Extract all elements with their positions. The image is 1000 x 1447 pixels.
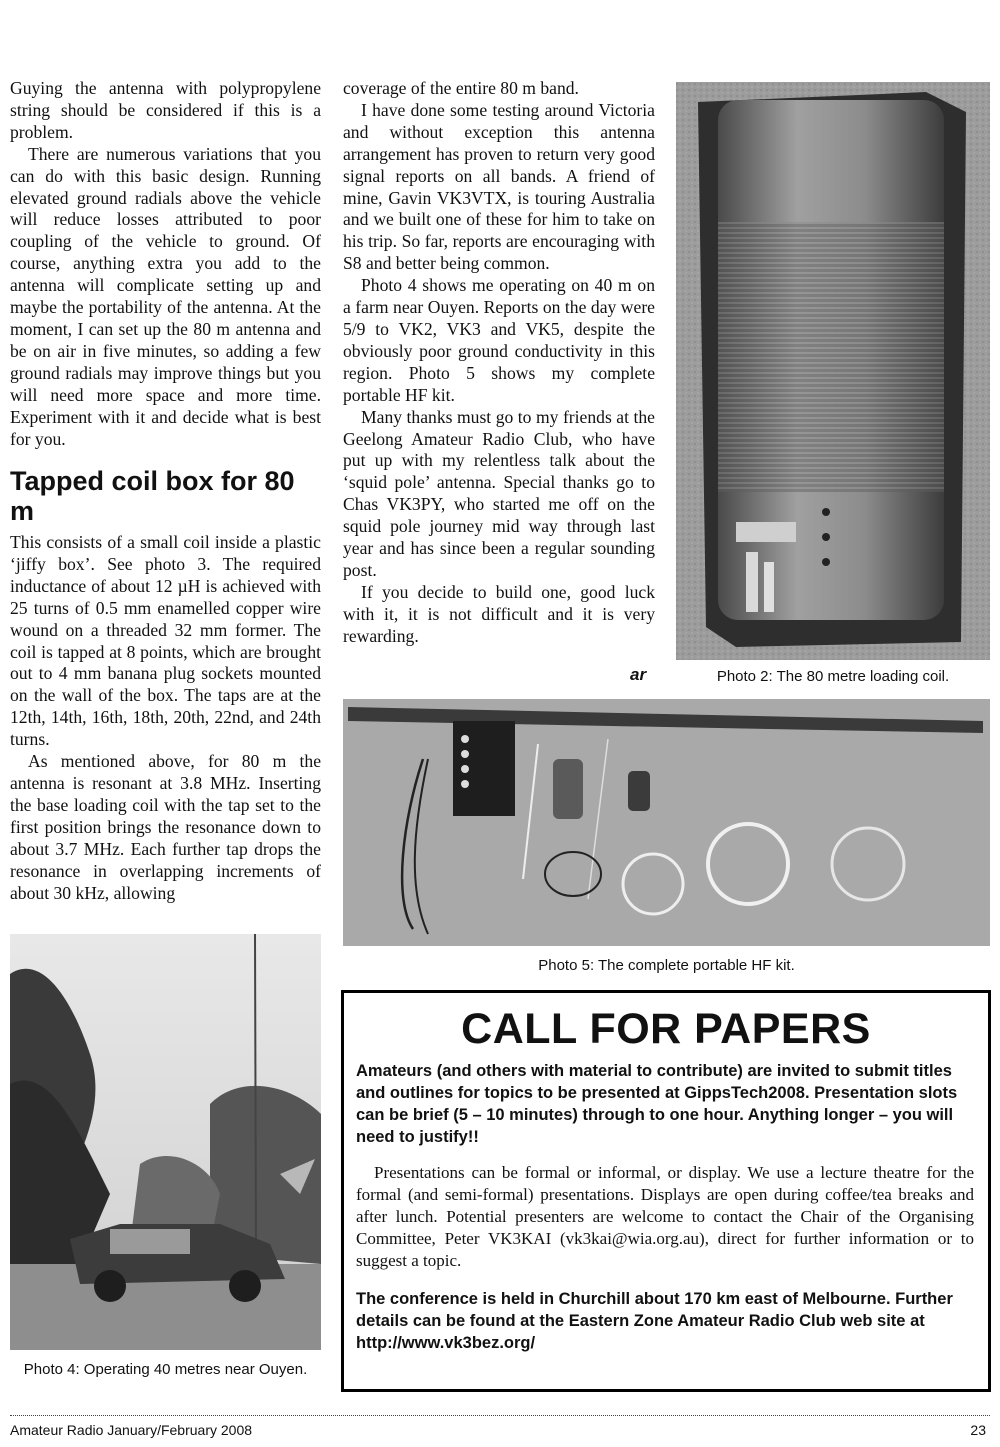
paragraph: Photo 4 shows me operating on 40 m on a farm near Ouyen. Reports on the day were 5/9 to VK2, VK3 and VK5, despite the obviously poor ground conductivity in this region. Photo 5 shows my complete portable HF kit. <box>343 275 655 405</box>
paragraph: Guying the antenna with polypropylene string should be considered if this is a problem. <box>10 78 321 142</box>
call-for-papers-box <box>341 990 991 1392</box>
end-mark: ar <box>630 665 647 684</box>
paragraph: Many thanks must go to my friends at the Geelong Amateur Radio Club, who have put up with my relentless talk about the ‘squid pole’ antenna. Special thanks go to Chas VK3PY, who started me off on the squid pole journey mid way through last year and has since been a regular sounding post. <box>343 406 655 580</box>
column-2 <box>343 78 655 648</box>
caption-photo-2: Photo 2: The 80 metre loading coil. <box>716 668 950 685</box>
paragraph: As mentioned above, for 80 m the antenna is resonant at 3.8 MHz. Inserting the base loading coil with the tap set to the first position brings the resonance down to about 3.7 MHz. Each further tap drops the resonance in overlapping increments of about 30 kHz, allowing <box>10 751 321 903</box>
column-1-top <box>10 78 321 450</box>
photo-hf-kit <box>343 699 990 946</box>
call-for-papers-title: CALL FOR PAPERS <box>461 1005 871 1053</box>
paragraph: There are numerous variations that you can do with this basic design. Running elevated ground radials above the vehicle will reduce losses attributed to poor coupling of the vehicle to ground. Of course, anything extra you add to the antenna will complicate setting up and maybe the portability of the antenna. At the moment, I can set up the 80 m antenna and be on air in five minutes, so adding a few ground radials may improve things but you will need more space and more time. Experiment with it and decide what is best for you. <box>10 143 321 449</box>
call-for-papers-closing: The conference is held in Churchill about 170 km east of Melbourne. Further details can be found at the Eastern Zone Amateur Radio Club web site at http://www.vk3bez.org/ <box>356 1290 953 1352</box>
column-1-bottom <box>10 532 321 904</box>
page-number: 23 <box>970 1422 986 1438</box>
paragraph: I have done some testing around Victoria and without exception this antenna arrangement has proven to return very good signal reports on all bands. A friend of mine, Gavin VK3VTX, is touring Australia and we built one of these for him to take on his trip. So far, reports are encouraging with S8 and better being common. <box>343 99 655 274</box>
paragraph: This consists of a small coil inside a plastic ‘jiffy box’. See photo 3. The required inductance of about 12 µH is achieved with 25 turns of 0.5 mm enamelled copper wire wound on a threaded 32 mm former. The coil is tapped at 8 points, which are brought out to 4 mm banana plug sockets mounted on the wall of the box. The taps are at the 12th, 14th, 16th, 18th, 20th, 22nd, and 24th turns. <box>10 532 321 750</box>
coil-image <box>676 82 990 660</box>
footer-publication: Amateur Radio January/February 2008 <box>10 1422 253 1438</box>
call-for-papers-body: Presentations can be formal or informal, or display. We use a lecture theatre for the formal (and semi-formal) presentations. Displays are open during coffee/tea breaks and after lunch. Potential presenters are welcome to contact the Chair of the Organising Committee, Peter VK3KAI (vk3kai@wia.org.au), direct for further information or to suggest a topic. <box>356 1163 974 1270</box>
caption-photo-5: Photo 5: The complete portable HF kit. <box>538 957 795 974</box>
caption-photo-4: Photo 4: Operating 40 metres near Ouyen. <box>23 1361 308 1378</box>
photo-operating-ouyen <box>10 934 321 1350</box>
call-for-papers-intro: Amateurs (and others with material to contribute) are invited to submit titles and outlines for topics to be presented at GippsTech2008. Presentation slots can be brief (5 – 10 minutes) through to one hour. Anything longer – you will need to justify!! <box>356 1062 958 1146</box>
paragraph: If you decide to build one, good luck with it, it is not difficult and it is very rewarding. <box>343 581 655 646</box>
kit-image <box>343 699 990 946</box>
photo-loading-coil <box>676 82 990 660</box>
section-heading: Tapped coil box for 80 m <box>10 466 295 526</box>
paragraph: coverage of the entire 80 m band. <box>343 78 579 98</box>
ouyen-image <box>10 934 321 1350</box>
footer-rule <box>10 1415 990 1416</box>
